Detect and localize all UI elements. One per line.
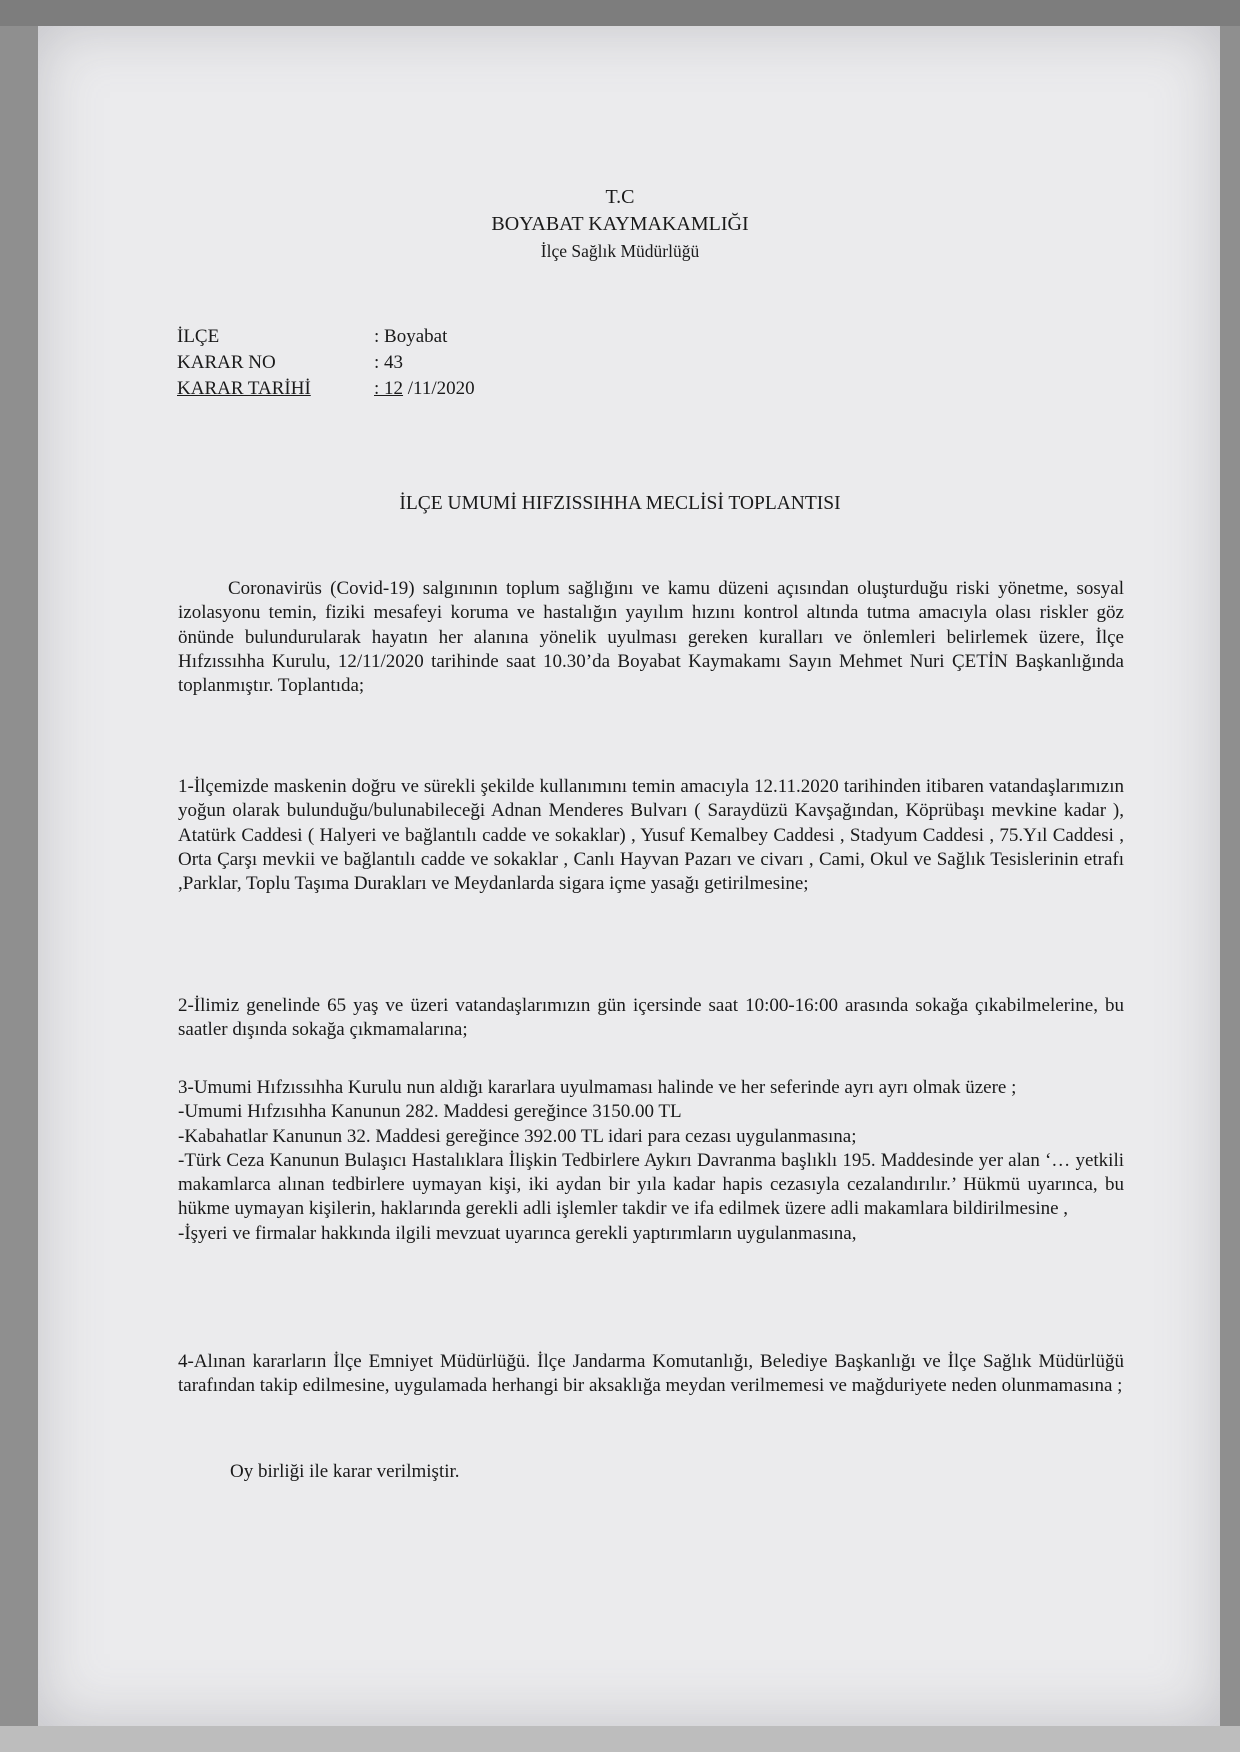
decision-meta [177, 324, 475, 402]
item3-isyeri: -İşyeri ve firmalar hakkında ilgili mevzuat uyarınca gerekli yaptırımların uygulanmasına, [178, 1222, 857, 1244]
decision-item-1: 1-İlçemizde maskenin doğru ve sürekli şekilde kullanımını temin amacıyla 12.11.2020 tarihinden itibaren vatandaşlarımızın yoğun olarak bulunduğu/bulunabileceği Adnan Menderes Bulvarı ( Saraydüzü Kavşağından, Köprübaşı mevkine kadar ), Atatürk Caddesi ( Halyeri ve bağlantılı cadde ve sokaklar) , Yusuf Kemalbey Caddesi , Stadyum Caddesi , 75.Yıl Caddesi , Orta Çarşı mevkii ve bağlantılı cadde ve sokaklar , Canlı Hayvan Pazarı ve civarı , Cami, Okul ve Sağlık Tesislerinin etrafı ,Parklar, Toplu Taşıma Durakları ve Meydanlarda sigara içme yasağı getirilmesine; [178, 776, 1124, 895]
item3-intro: 3-Umumi Hıfzıssıhha Kurulu nun aldığı kararlara uyulmaması halinde ve her seferinde ayrı ayrı olmak üzere ; [178, 1077, 1017, 1098]
meta-karar-tarihi-value [374, 376, 475, 402]
closing-line: Oy birliği ile karar verilmiştir. [230, 1461, 460, 1482]
meta-karar-no-value: : 43 [374, 352, 404, 373]
meta-row-karar-tarihi [177, 376, 475, 402]
document-header [0, 184, 1240, 265]
header-mudurluk: İlçe Sağlık Müdürlüğü [540, 241, 700, 261]
meta-ilce-value: : Boyabat [374, 326, 448, 347]
item3-penalty-umumi: -Umumi Hıfzısıhha Kanunun 282. Maddesi gereğince 3150.00 TL [178, 1101, 682, 1123]
meta-ilce-label: İLÇE [177, 326, 220, 347]
decision-item-2: 2-İlimiz genelinde 65 yaş ve üzeri vatandaşlarımızın gün içersinde saat 10:00-16:00 arasında sokağa çıkabilmelerine, bu saatler dışında sokağa çıkmamalarına; [178, 995, 1124, 1041]
document-title: İLÇE UMUMİ HIFZISSIHHA MECLİSİ TOPLANTISI [399, 493, 841, 514]
scan-border-top [0, 0, 1240, 26]
meta-row-karar-no [177, 350, 475, 376]
decision-item-3 [178, 1076, 1124, 1246]
meta-row-ilce [177, 324, 475, 350]
scan-border-bottom [0, 1726, 1240, 1752]
item3-penalty-tck: -Türk Ceza Kanunun Bulaşıcı Hastalıklara İlişkin Tedbirlere Aykırı Davranma başlıklı 195. Maddesinde yer alan ‘… yetkili makamlarca alınan tedbirlere uymayan kişi, iki aydan bir yıla kadar hapis cezasıyla cezalandırılır.’ Hükmü uyarınca, bu hükme uymayan kişilerin, haklarında gerekli adli işlemler takdir ve ifa edilmek üzere adli makamlara bildirilmesine , [178, 1149, 1124, 1220]
meta-karar-tarihi-rest: /11/2020 [403, 378, 475, 399]
decision-item-4: 4-Alınan kararların İlçe Emniyet Müdürlüğü. İlçe Jandarma Komutanlığı, Belediye Başkanlığı ve İlçe Sağlık Müdürlüğü tarafından takip edilmesine, uygulamada herhangi bir aksaklığa meydan verilmemesi ve mağduriyete neden olunmamasına ; [178, 1351, 1124, 1397]
item3-penalty-kabahatlar: -Kabahatlar Kanunun 32. Maddesi gereğince 392.00 TL idari para cezası uygulanmasına; [178, 1125, 857, 1147]
meta-karar-tarihi-label: KARAR TARİHİ [177, 378, 311, 399]
intro-paragraph: Coronavirüs (Covid-19) salgınının toplum sağlığını ve kamu düzeni açısından oluşturduğu riski yönetme, sosyal izolasyonu temin, fiziki mesafeyi koruma ve hastalığın yayılım hızını kontrol altında tutma amacıyla olası riskler göz önünde bulundurularak hayatın her alanına yönelik uyulması gereken kuralları ve önlemleri belirlemek üzere, İlçe Hıfzıssıhha Kurulu, 12/11/2020 tarihinde saat 10.30’da Boyabat Kaymakamı Sayın Mehmet Nuri ÇETİN Başkanlığında toplanmıştır. Toplantıda; [178, 578, 1124, 697]
meta-karar-tarihi-day: : 12 [374, 378, 404, 399]
header-kaymakamlik: BOYABAT KAYMAKAMLIĞI [491, 213, 749, 235]
header-tc: T.C [605, 186, 635, 208]
meta-karar-no-label: KARAR NO [177, 352, 276, 373]
